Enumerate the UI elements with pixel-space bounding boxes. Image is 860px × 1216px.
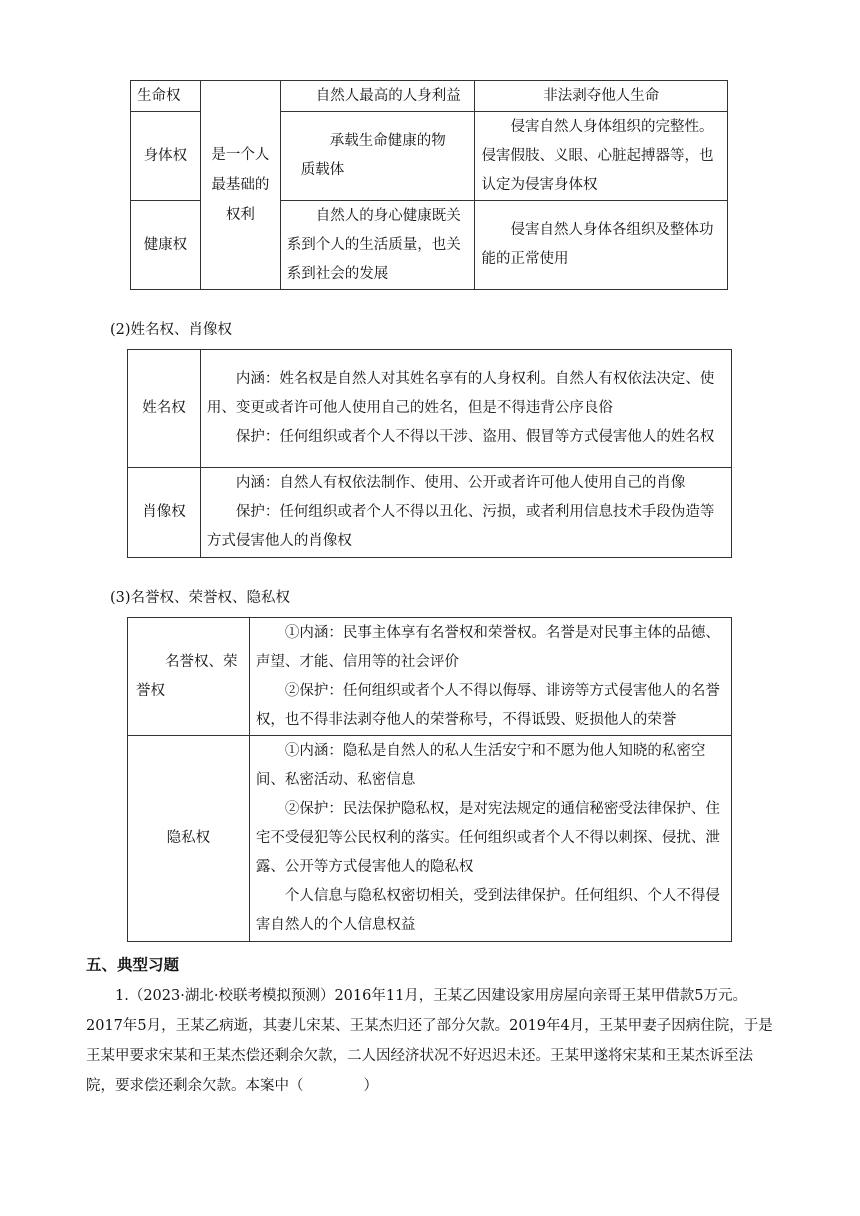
- right-infringement-body: 侵害自然人身体组织的完整性。侵害假肢、义眼、心脏起搏器等，也认定为侵害身体权: [475, 112, 728, 201]
- reputation-protection: ②保护：任何组织或者个人不得以侮辱、诽谤等方式侵害他人的名誉权，也不得非法剥夺他人的荣誉称号，不得诋毁、贬损他人的荣誉: [255, 682, 720, 728]
- question-1-close: ）: [363, 1078, 378, 1094]
- privacy-protection: ②保护：民法保护隐私权，是对宪法规定的通信秘密受法律保护、住宅不受侵犯等公民权利的落实。任何组织或者个人不得以刺探、侵扰、泄露、公开等方式侵害他人的隐私权: [255, 801, 720, 875]
- portrait-right-protection: 保护：任何组织或者个人不得以丑化、污损，或者利用信息技术手段伪造等方式侵害他人的肖像权: [206, 504, 715, 549]
- right-name-portrait: 肖像权: [128, 468, 201, 558]
- privacy-meaning: ①内涵：隐私是自然人的私人生活安宁和不愿为他人知晓的私密空间、私密活动、私密信息: [255, 743, 706, 788]
- section-5-heading: 五、典型习题: [86, 956, 180, 974]
- right-name-life: 生命权: [131, 81, 201, 112]
- right-name-body: 身体权: [131, 112, 201, 201]
- rights-table-life-body-health: [130, 80, 728, 290]
- rights-table-name-portrait: [127, 349, 732, 558]
- right-name-health: 健康权: [131, 201, 201, 290]
- right-infringement-health: 侵害自然人身体各组织及整体功能的正常使用: [475, 201, 728, 290]
- personal-info-note: 个人信息与隐私权密切相关，受到法律保护。任何组织、个人不得侵害自然人的个人信息权益: [255, 888, 720, 933]
- question-1: [86, 981, 776, 1101]
- reputation-meaning: ①内涵：民事主体享有名誉权和荣誉权。名誉是对民事主体的品德、声望、才能、信用等的社会评价: [255, 624, 720, 670]
- portrait-right-meaning: 内涵：自然人有权依法制作、使用、公开或者许可他人使用自己的肖像: [235, 475, 686, 491]
- right-content-health: 自然人的身心健康既关系到个人的生活质量，也关系到社会的发展: [280, 201, 475, 290]
- section-2-title: (2)姓名权、肖像权: [110, 322, 233, 338]
- name-right-meaning: 内涵：姓名权是自然人对其姓名享有的人身权利。自然人有权依法决定、使用、变更或者许可他人使用自己的姓名，但是不得违背公序良俗: [206, 371, 715, 416]
- right-infringement-life: 非法剥夺他人生命: [475, 81, 728, 112]
- right-content-body: 承载生命健康的物质载体: [280, 112, 475, 201]
- rights-table-reputation-privacy: [127, 617, 732, 942]
- section-3-title: (3)名誉权、荣誉权、隐私权: [110, 590, 291, 606]
- right-name-reputation-honor: 名誉权、荣誉权: [128, 618, 250, 736]
- right-name-name: 姓名权: [128, 350, 201, 468]
- right-name-privacy: 隐私权: [128, 736, 250, 942]
- name-right-protection: 保护：任何组织或者个人不得以干涉、盗用、假冒等方式侵害他人的姓名权: [235, 429, 715, 445]
- shared-description: 是一个人最基础的权利: [200, 81, 280, 290]
- right-content-life: 自然人最高的人身利益: [280, 81, 475, 112]
- question-1-text: 1.（2023·湖北·校联考模拟预测）2016年11月，王某乙因建设家用房屋向亲哥王某甲借款5万元。2017年5月，王某乙病逝，其妻儿宋某、王某杰归还了部分欠款。2019年4月，王某甲妻子因病住院，于是王某甲要求宋某和王某杰偿还剩余欠款，二人因经济状况不好迟迟未还。王某甲遂将宋某和王某杰诉至法院，要求偿还剩余欠款。本案中（: [86, 988, 773, 1094]
